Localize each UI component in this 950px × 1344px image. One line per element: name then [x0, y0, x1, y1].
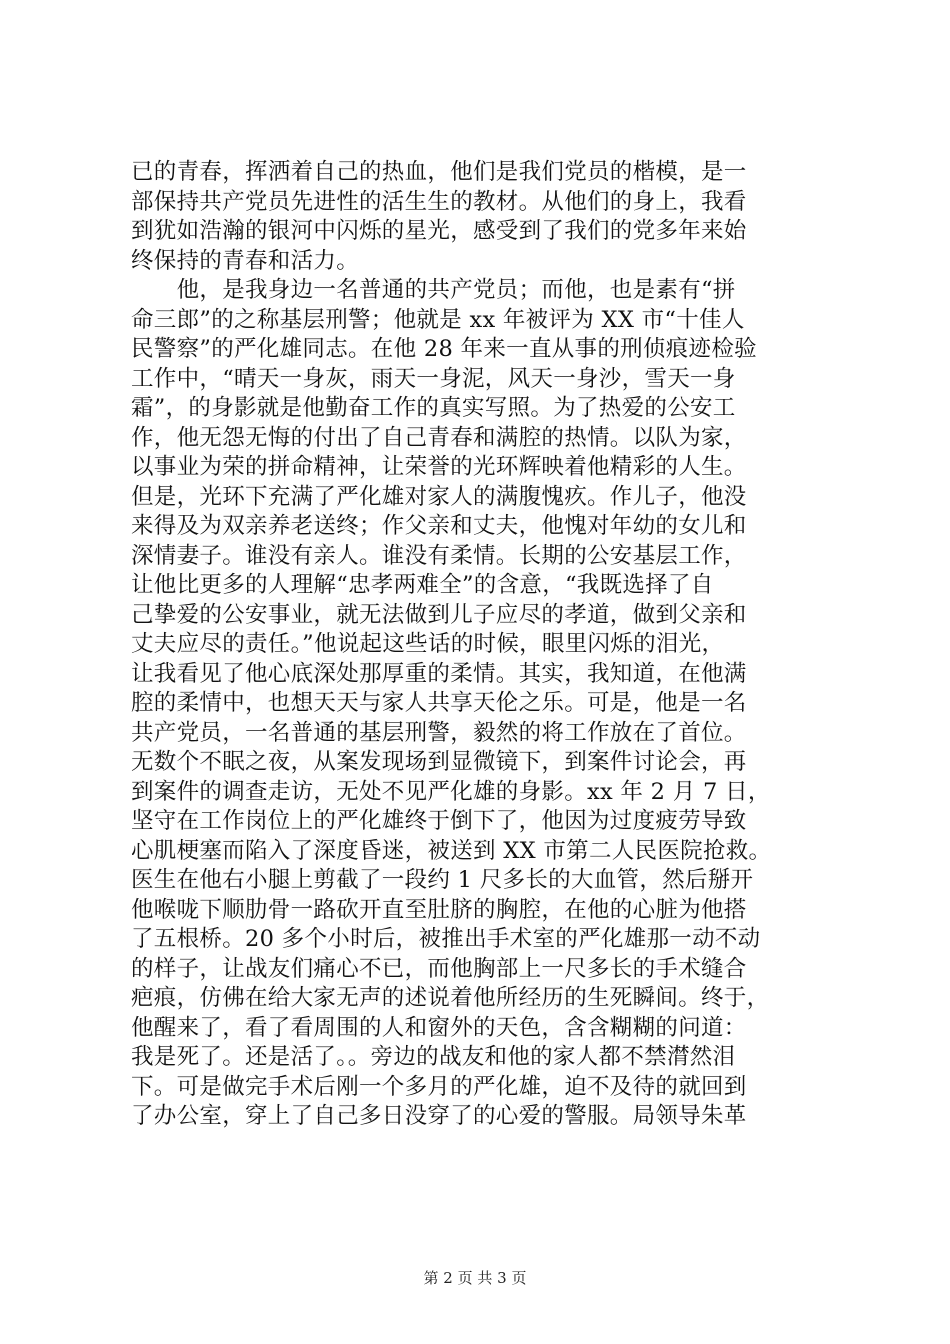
text-line: 他醒来了，看了看周围的人和窗外的天色，含含糊糊的问道： — [131, 1014, 747, 1041]
text-line: 作，他无怨无悔的付出了自己青春和满腔的热情。以队为家， — [131, 424, 747, 451]
text-line: 坚守在工作岗位上的严化雄终于倒下了，他因为过度疲劳导致 — [131, 808, 747, 834]
text-line: 部保持共产党员先进性的活生生的教材。从他们的身上，我看 — [131, 188, 747, 215]
text-line: 我是死了。还是活了。。旁边的战友和他的家人都不禁潸然泪 — [131, 1044, 736, 1070]
text-line: 已的青春，挥洒着自己的热血，他们是我们党员的楷模，是一 — [131, 159, 747, 185]
text-line: 霜”，的身影就是他勤奋工作的真实写照。为了热爱的公安工 — [131, 395, 736, 421]
text-line: 让他比更多的人理解“忠孝两难全”的含意，“我既选择了自 — [131, 572, 714, 598]
text-line: 共产党员，一名普通的基层刑警，毅然的将工作放在了首位。 — [131, 719, 747, 746]
text-line: 他喉咙下顺肋骨一路砍开直至肚脐的胸腔，在他的心脏为他搭 — [131, 896, 747, 923]
text-line: 的样子，让战友们痛心不已，而他胸部上一尺多长的手术缝合 — [131, 955, 747, 982]
text-line: 工作中，“晴天一身灰，雨天一身泥，风天一身沙，雪天一身 — [131, 365, 736, 392]
text-line: 医生在他右小腿上剪截了一段约 1 尺多长的大血管，然后掰开 — [131, 867, 754, 893]
page-footer: 第 2 页 共 3 页 — [423, 1269, 527, 1287]
text-line: 丈夫应尽的责任。”他说起这些话的时候，眼里闪烁的泪光， — [131, 631, 725, 657]
text-line: 让我看见了他心底深处那厚重的柔情。其实，我知道，在他满 — [131, 660, 747, 687]
text-line: 以事业为荣的拼命精神，让荣誉的光环辉映着他精彩的人生。 — [131, 454, 747, 480]
text-line: 但是，光环下充满了严化雄对家人的满腹愧疚。作儿子，他没 — [131, 483, 747, 510]
text-line: 终保持的青春和活力。 — [131, 247, 360, 274]
text-line: 腔的柔情中，也想天天与家人共享天伦之乐。可是，他是一名 — [131, 690, 747, 716]
text-line: 他，是我身边一名普通的共产党员；而他，也是素有“拼 — [131, 277, 736, 303]
document-body — [131, 158, 826, 1132]
text-line: 下。可是做完手术后刚一个多月的严化雄，迫不及待的就回到 — [131, 1073, 747, 1100]
text-line: 命三郎”的之称基层刑警；他就是 xx 年被评为 XX 市“十佳人 — [131, 306, 745, 333]
text-line: 来得及为双亲养老送终；作父亲和丈夫，他愧对年幼的女儿和 — [131, 513, 747, 539]
text-line: 了办公室，穿上了自己多日没穿了的心爱的警服。局领导朱革 — [131, 1103, 747, 1129]
text-line: 无数个不眠之夜，从案发现场到显微镜下，到案件讨论会，再 — [131, 749, 747, 775]
text-line: 深情妻子。谁没有亲人。谁没有柔情。长期的公安基层工作， — [131, 542, 747, 569]
text-line: 了五根桥。20 多个小时后，被推出手术室的严化雄那一动不动 — [131, 926, 761, 952]
text-line: 疤痕，仿佛在给大家无声的述说着他所经历的生死瞬间。终于， — [131, 985, 770, 1011]
text-line: 到案件的调查走访，无处不见严化雄的身影。xx 年 2 月 7 日， — [131, 778, 771, 805]
text-line: 己挚爱的公安事业，就无法做到儿子应尽的孝道，做到父亲和 — [131, 601, 747, 628]
text-line: 到犹如浩瀚的银河中闪烁的星光，感受到了我们的党多年来始 — [131, 218, 747, 244]
text-line: 民警察”的严化雄同志。在他 28 年来一直从事的刑侦痕迹检验 — [131, 336, 757, 362]
text-line: 心肌梗塞而陷入了深度昏迷，被送到 XX 市第二人民医院抢救。 — [131, 837, 772, 864]
